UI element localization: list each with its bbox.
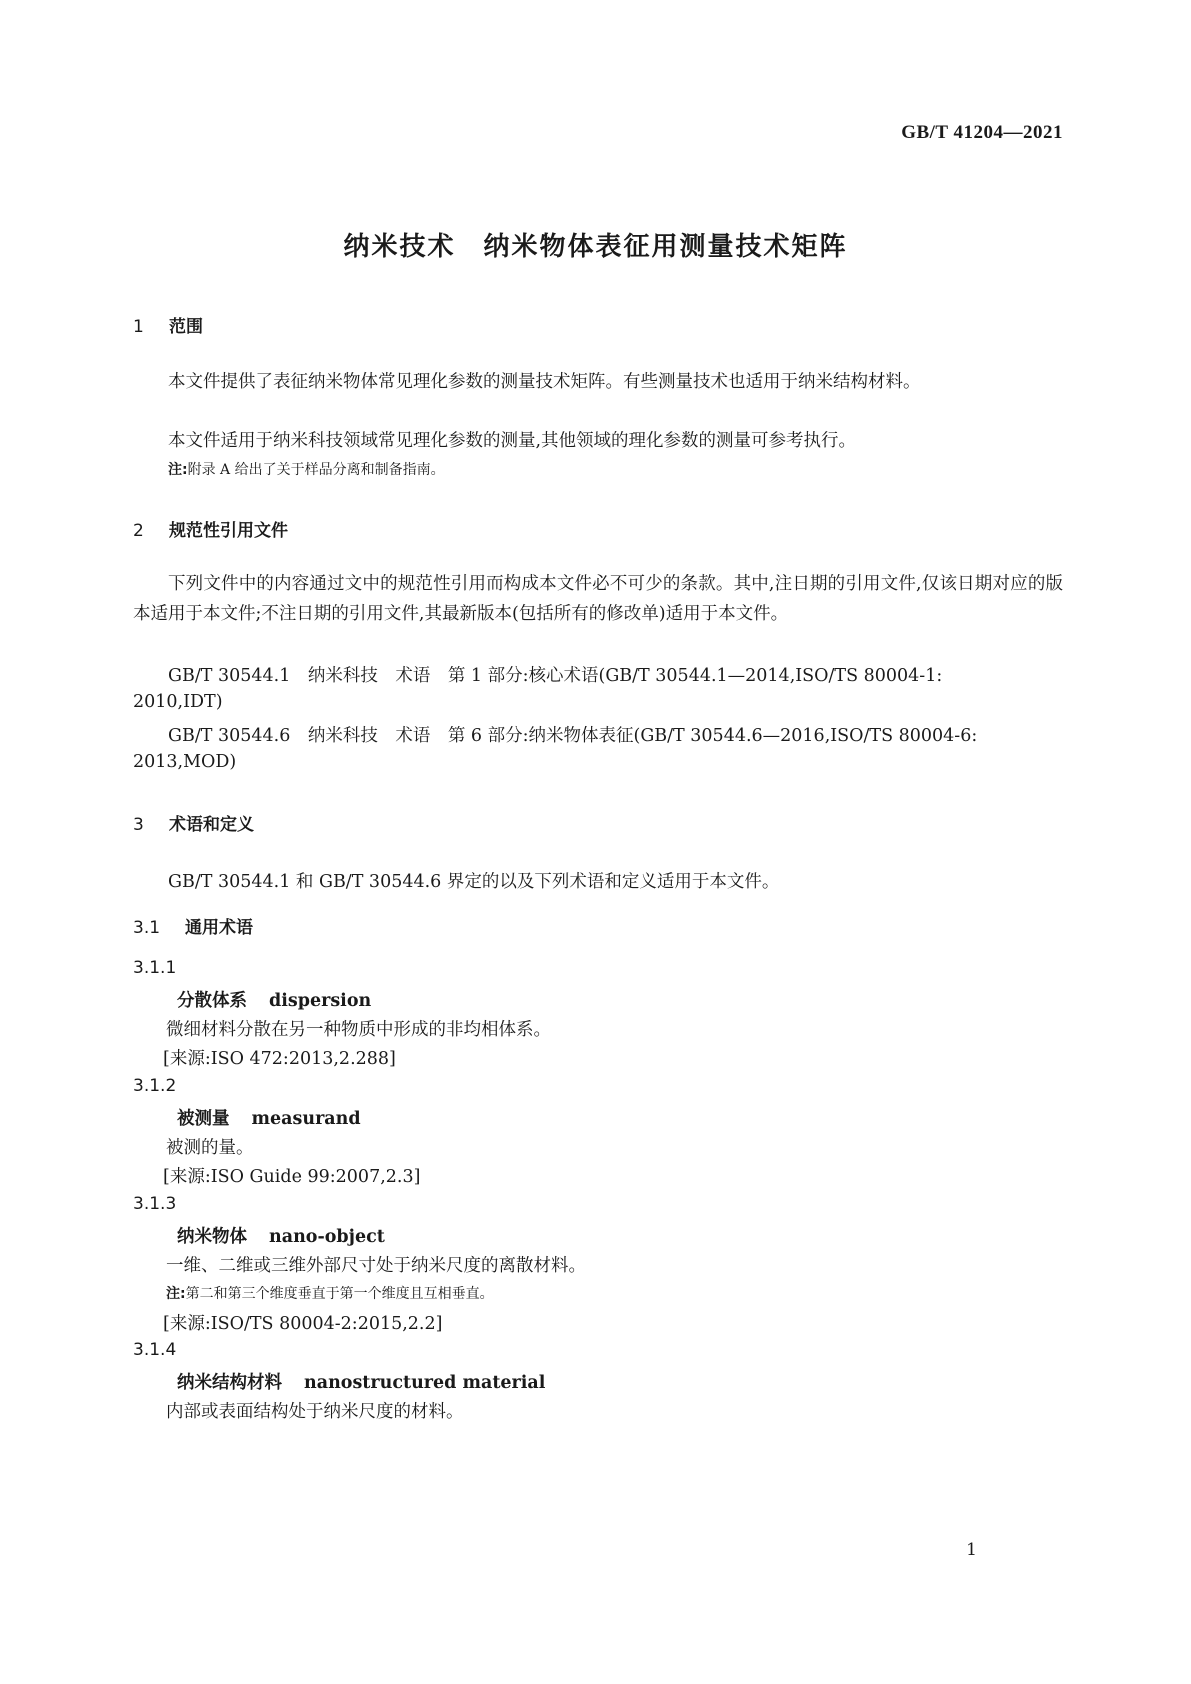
reference-item: GB/T 30544.6 纳米科技 术语 第 6 部分:纳米物体表征(GB/T 30544.6—2016,ISO/TS 80004-6: bbox=[168, 726, 978, 746]
section-title: 范围 bbox=[169, 317, 203, 337]
section-title: 术语和定义 bbox=[169, 815, 254, 835]
section-1-heading bbox=[133, 312, 203, 337]
section-2-heading bbox=[133, 516, 288, 541]
term-name-en: measurand bbox=[251, 1109, 361, 1129]
subsection-title: 通用术语 bbox=[185, 918, 253, 938]
paragraph: 本文件适用于纳米科技领域常见理化参数的测量,其他领域的理化参数的测量可参考执行。 bbox=[168, 431, 857, 451]
note bbox=[166, 1283, 494, 1303]
paragraph: 本文件提供了表征纳米物体常见理化参数的测量技术矩阵。有些测量技术也适用于纳米结构材料。 bbox=[168, 372, 921, 392]
term-number: 3.1.4 bbox=[133, 1340, 177, 1360]
term-name-en: nanostructured material bbox=[304, 1373, 546, 1393]
term-number: 3.1.1 bbox=[133, 958, 177, 978]
paragraph: 下列文件中的内容通过文中的规范性引用而构成本文件必不可少的条款。其中,注日期的引用文件,仅该日期对应的版本适用于本文件;不注日期的引用文件,其最新版本(包括所有的修改单)适用于本文件。 bbox=[133, 574, 1063, 624]
note-text: 附录 A 给出了关于样品分离和制备指南。 bbox=[187, 462, 445, 478]
term-source: [来源:ISO Guide 99:2007,2.3] bbox=[163, 1167, 421, 1187]
term-name-en: dispersion bbox=[269, 991, 372, 1011]
note-text: 第二和第三个维度垂直于第一个维度且互相垂直。 bbox=[185, 1286, 494, 1302]
term-definition: 微细材料分散在另一种物质中形成的非均相体系。 bbox=[166, 1020, 551, 1040]
term-name-zh: 被测量 bbox=[177, 1109, 230, 1129]
section-number: 3 bbox=[133, 815, 144, 835]
term-name-zh: 纳米物体 bbox=[177, 1227, 247, 1247]
term-source: [来源:ISO/TS 80004-2:2015,2.2] bbox=[163, 1314, 443, 1334]
term-number: 3.1.3 bbox=[133, 1194, 177, 1214]
note bbox=[168, 459, 445, 479]
term-name bbox=[177, 1369, 545, 1394]
term-definition: 内部或表面结构处于纳米尺度的材料。 bbox=[166, 1402, 464, 1422]
term-name-zh: 分散体系 bbox=[177, 991, 247, 1011]
term-source: [来源:ISO 472:2013,2.288] bbox=[163, 1049, 396, 1069]
term-name-en: nano-object bbox=[269, 1227, 385, 1247]
note-label: 注: bbox=[166, 1286, 186, 1302]
note-label: 注: bbox=[168, 462, 188, 478]
document-title: 纳米技术 纳米物体表征用测量技术矩阵 bbox=[343, 232, 848, 262]
section-number: 2 bbox=[133, 521, 144, 541]
subsection-number: 3.1 bbox=[133, 918, 161, 938]
section-title: 规范性引用文件 bbox=[169, 521, 288, 541]
term-name bbox=[177, 1223, 385, 1248]
subsection-3-1-heading bbox=[133, 913, 253, 938]
term-name-zh: 纳米结构材料 bbox=[177, 1373, 282, 1393]
section-number: 1 bbox=[133, 317, 144, 337]
term-definition: 被测的量。 bbox=[166, 1138, 254, 1158]
section-3-heading bbox=[133, 810, 254, 835]
paragraph: GB/T 30544.1 和 GB/T 30544.6 界定的以及下列术语和定义适用于本文件。 bbox=[168, 872, 780, 892]
term-number: 3.1.2 bbox=[133, 1076, 177, 1096]
reference-item-cont: 2013,MOD) bbox=[133, 752, 237, 772]
reference-item-cont: 2010,IDT) bbox=[133, 692, 223, 712]
term-definition: 一维、二维或三维外部尺寸处于纳米尺度的离散材料。 bbox=[166, 1256, 586, 1276]
page-number: 1 bbox=[966, 1540, 977, 1560]
standard-number: GB/T 41204—2021 bbox=[901, 122, 1063, 143]
term-name bbox=[177, 987, 371, 1012]
term-name bbox=[177, 1105, 361, 1130]
reference-item: GB/T 30544.1 纳米科技 术语 第 1 部分:核心术语(GB/T 30544.1—2014,ISO/TS 80004-1: bbox=[168, 666, 943, 686]
